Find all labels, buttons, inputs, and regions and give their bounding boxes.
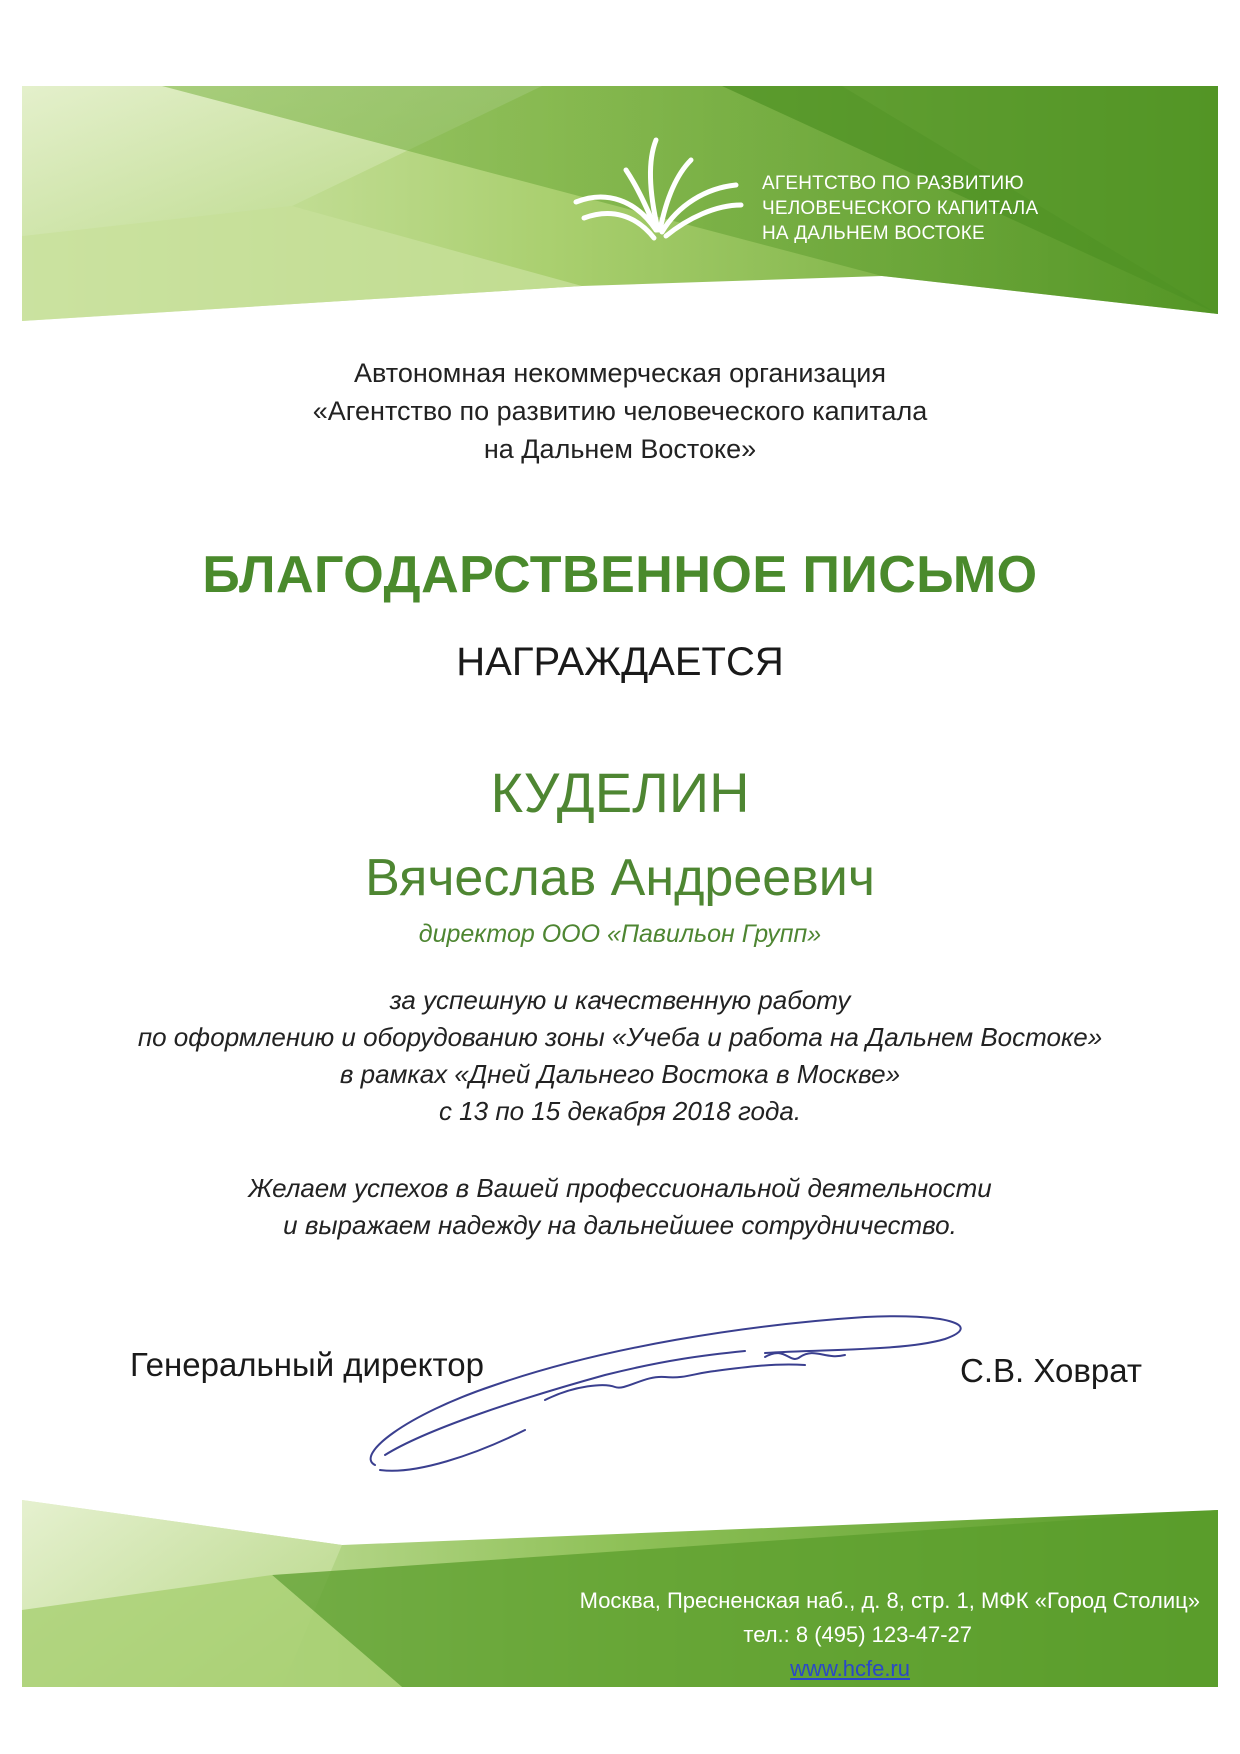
award-reason	[0, 982, 1240, 1130]
organization-line: на Дальнем Востоке»	[483, 434, 757, 464]
organization-line: «Агентство по развитию человеческого капитала	[312, 396, 928, 426]
signature-graphic	[345, 1305, 995, 1485]
wishes-text	[0, 1170, 1240, 1244]
organization-name	[0, 354, 1240, 468]
organization-line: Автономная некоммерческая организация	[354, 358, 886, 388]
recipient-surname: КУДЕЛИН	[490, 761, 750, 824]
agency-name-line: НА ДАЛЬНЕМ ВОСТОКЕ	[762, 223, 985, 244]
awarded-heading: НАГРАЖДАЕТСЯ	[456, 640, 784, 684]
reason-line: с 13 по 15 декабря 2018 года.	[438, 1096, 802, 1126]
agency-logo	[566, 130, 754, 250]
handwritten-signature	[345, 1305, 995, 1485]
wishes-line: Желаем успехов в Вашей профессиональной деятельности	[248, 1173, 992, 1203]
agency-name-line: АГЕНТСТВО ПО РАЗВИТИЮ	[762, 173, 1024, 194]
lotus-logo-icon	[566, 130, 754, 250]
recipient-position: директор ООО «Павильон Групп»	[418, 920, 822, 948]
signatory-name: С.В. Ховрат	[960, 1352, 1142, 1389]
document-title: БЛАГОДАРСТВЕННОЕ ПИСЬМО	[202, 546, 1038, 604]
reason-line: в рамках «Дней Дальнего Востока в Москве»	[339, 1059, 901, 1089]
reason-line: за успешную и качественную работу	[389, 985, 851, 1015]
footer-website-link[interactable]: www.hcfe.ru	[790, 1656, 910, 1681]
reason-line: по оформлению и оборудованию зоны «Учеба и работа на Дальнем Востоке»	[137, 1022, 1103, 1052]
footer-address: Москва, Пресненская наб., д. 8, стр. 1, МФК «Город Столиц»	[579, 1588, 1200, 1613]
agency-name-line: ЧЕЛОВЕЧЕСКОГО КАПИТАЛА	[762, 198, 1039, 219]
recipient-given-names: Вячеслав Андреевич	[365, 849, 875, 907]
wishes-line: и выражаем надежду на дальнейшее сотрудничество.	[283, 1210, 957, 1240]
agency-name-header	[762, 171, 1182, 246]
footer-phone: тел.: 8 (495) 123-47-27	[743, 1622, 972, 1647]
signatory-role: Генеральный директор	[130, 1346, 484, 1383]
